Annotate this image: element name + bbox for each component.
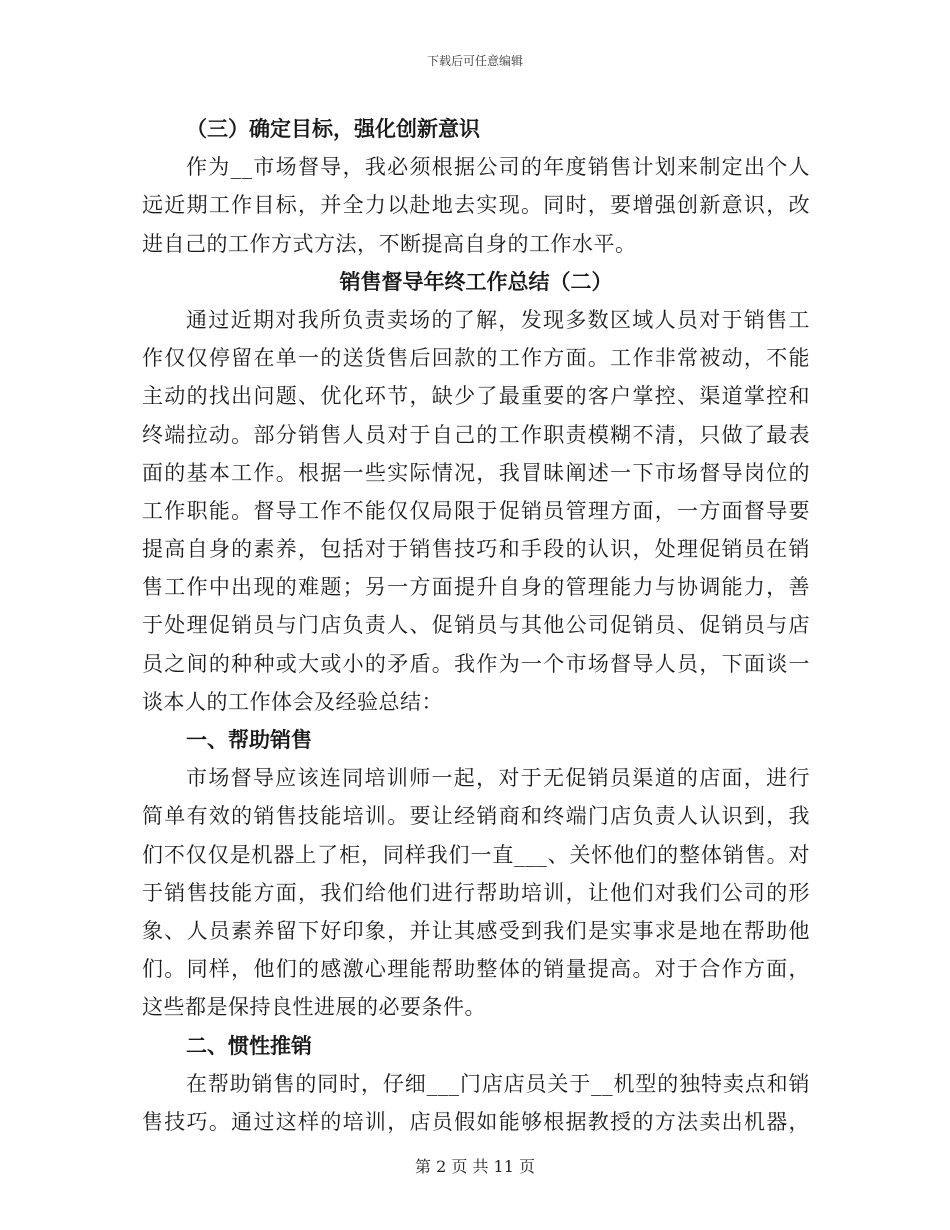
section-heading: （三）确定目标，强化创新意识 xyxy=(186,117,480,141)
text-line: 们不仅仅是机器上了柜，同样我们一直___、关怀他们的整体销售。对 xyxy=(142,842,810,867)
text-line: 们。同样，他们的感激心理能帮助整体的销量提高。对于合作方面， xyxy=(142,957,810,982)
text-line: 作仅仅停留在单一的送货售后回款的工作方面。工作非常被动，不能 xyxy=(142,346,810,371)
document-body xyxy=(142,110,810,1141)
page-header: 下载后可任意编辑 xyxy=(426,54,523,68)
section-heading: 二、惯性推销 xyxy=(186,1033,312,1058)
text-line: 通过近期对我所负责卖场的了解，发现多数区域人员对于销售工 xyxy=(186,307,810,332)
text-line: 于处理促销员与门店负责人、促销员与其他公司促销员、促销员与店 xyxy=(142,613,810,638)
text-line: 于销售技能方面，我们给他们进行帮助培训，让他们对我们公司的形 xyxy=(142,880,810,905)
document-title: 销售督导年终工作总结（二） xyxy=(339,269,613,294)
page-footer: 第 2 页 共 11 页 xyxy=(415,1157,535,1176)
text-line: 象、人员素养留下好印象，并让其感受到我们是实事求是地在帮助他 xyxy=(142,918,810,943)
paragraph xyxy=(142,148,810,263)
text-line: 售工作中出现的难题；另一方面提升自身的管理能力与协调能力，善 xyxy=(142,575,810,600)
text-line: 面的基本工作。根据一些实际情况，我冒昧阐述一下市场督导岗位的 xyxy=(142,460,810,485)
paragraph xyxy=(142,301,810,721)
paragraph xyxy=(142,759,810,1026)
section-heading: 一、帮助销售 xyxy=(186,728,312,752)
text-line: 谈本人的工作体会及经验总结： xyxy=(142,689,443,714)
text-line: 提高自身的素养，包括对于销售技巧和手段的认识，处理促销员在销 xyxy=(142,537,810,562)
text-line: 终端拉动。部分销售人员对于自己的工作职责模糊不清，只做了最表 xyxy=(142,422,810,447)
text-line: 简单有效的销售技能培训。要让经销商和终端门店负责人认识到，我 xyxy=(142,804,810,829)
text-line: 这些都是保持良性进展的必要条件。 xyxy=(142,995,486,1020)
text-line: 工作职能。督导工作不能仅仅局限于促销员管理方面，一方面督导要 xyxy=(142,498,810,523)
text-line: 在帮助销售的同时，仔细___门店店员关于__机型的独特卖点和销 xyxy=(186,1071,810,1096)
text-line: 主动的找出问题、优化环节，缺少了最重要的客户掌控、渠道掌控和 xyxy=(142,384,810,409)
text-line: 远近期工作目标，并全力以赴地去实现。同时，要增强创新意识，改 xyxy=(142,193,810,218)
text-line: 市场督导应该连同培训师一起，对于无促销员渠道的店面，进行 xyxy=(186,766,810,791)
text-line: 作为__市场督导，我必须根据公司的年度销售计划来制定出个人 xyxy=(186,155,810,180)
text-line: 进自己的工作方式方法，不断提高自身的工作水平。 xyxy=(142,231,637,256)
text-line: 售技巧。通过这样的培训，店员假如能够根据教授的方法卖出机器， xyxy=(142,1109,810,1134)
paragraph xyxy=(142,1065,810,1141)
text-line: 员之间的种种或大或小的矛盾。我作为一个市场督导人员，下面谈一 xyxy=(142,651,810,676)
